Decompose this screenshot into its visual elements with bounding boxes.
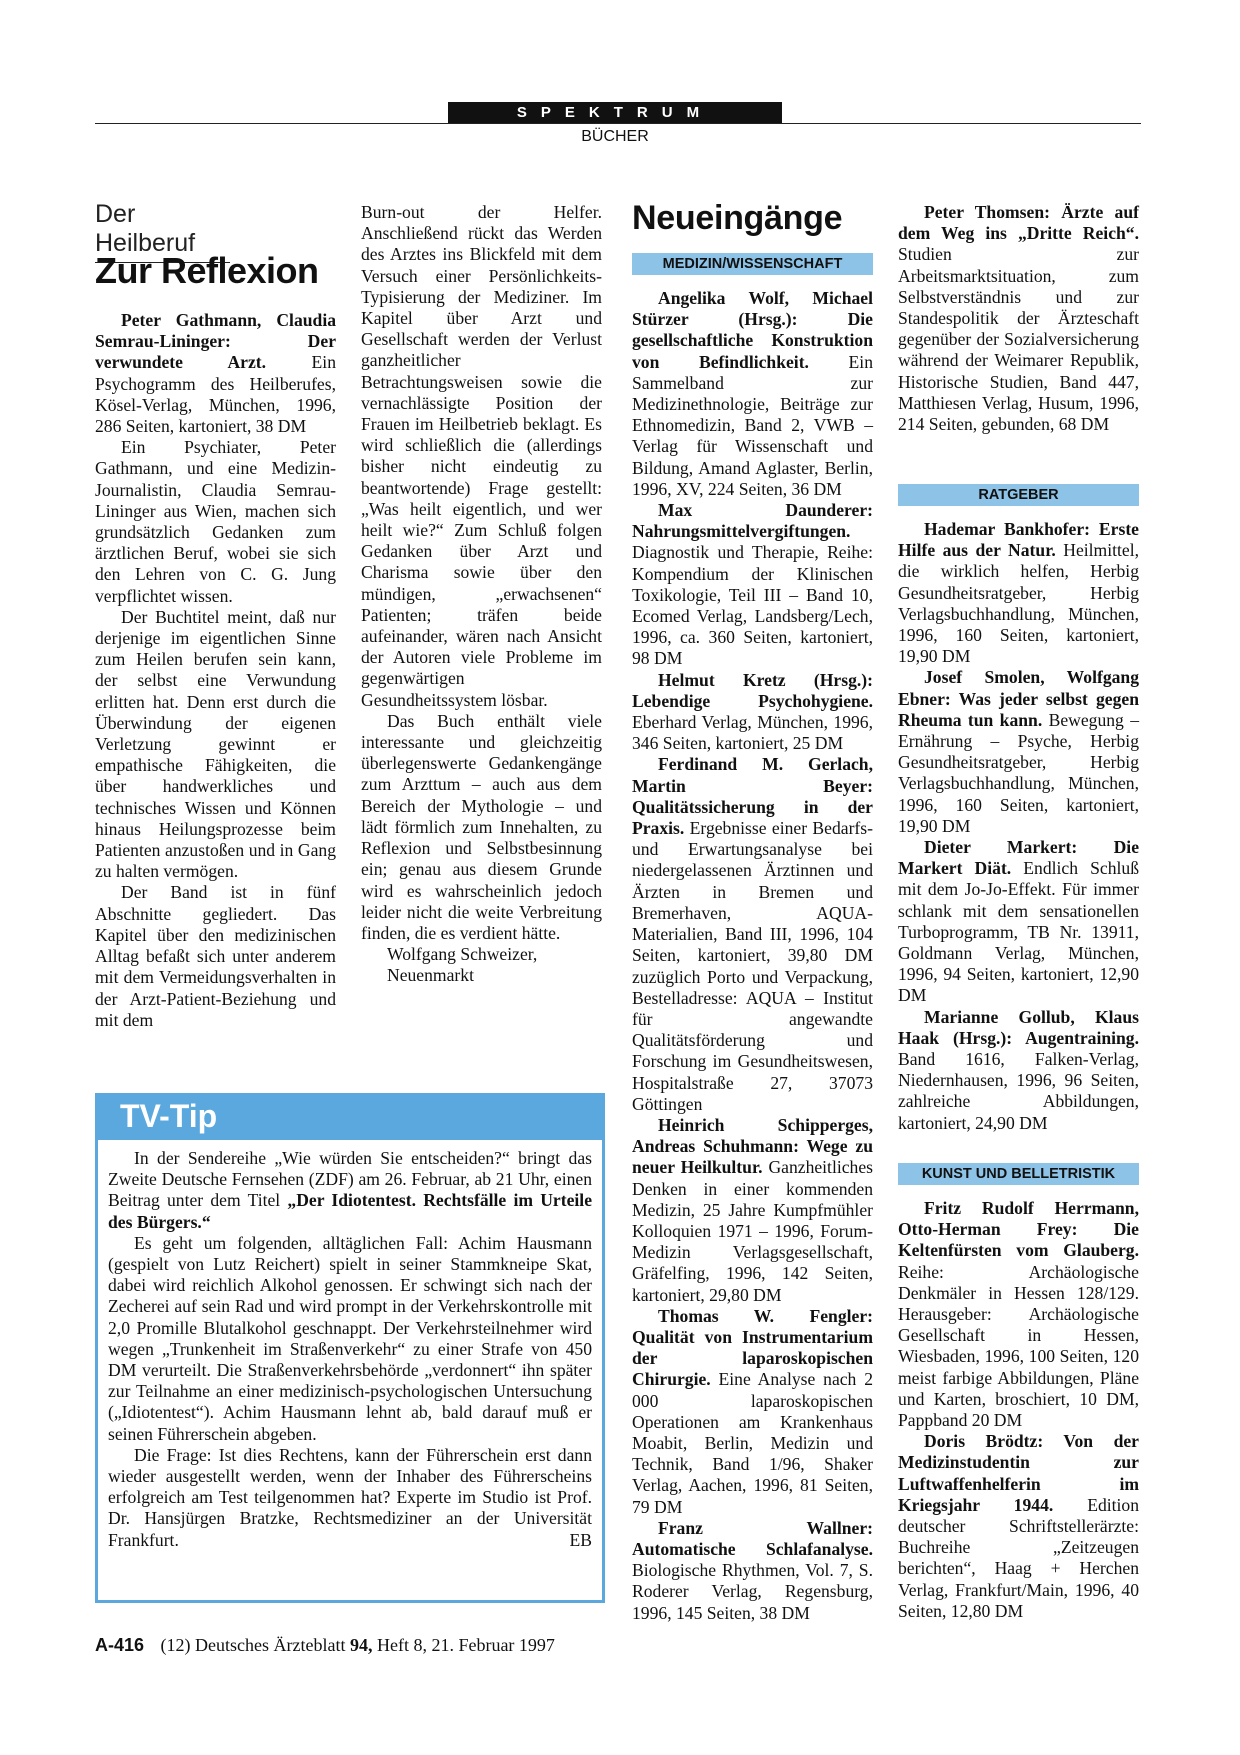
page-number: A-416	[95, 1635, 145, 1655]
tv-tip-paragraph	[108, 1445, 592, 1551]
journal-issue: Heft 8, 21. Februar 1997	[372, 1635, 555, 1655]
category-medizin: MEDIZIN/WISSENSCHAFT	[632, 253, 873, 275]
book-entry-title: Franz Wallner: Automatische Schlafanalyse.	[632, 1517, 873, 1559]
tv-tip-title: TV-Tip	[120, 1098, 218, 1134]
book-entry	[898, 1198, 1139, 1431]
journal-name: (12) Deutsches Ärzteblatt	[160, 1635, 350, 1655]
book-entry-details: Eberhard Verlag, München, 1996, 346 Seiten, kartoniert, 25 DM	[632, 712, 873, 754]
book-entry-title: Marianne Gollub, Klaus Haak (Hrsg.): Augentraining.	[898, 1006, 1139, 1048]
bib-bold: Peter Gathmann, Claudia Semrau-Lininger: Der verwundete Arzt.	[95, 310, 336, 373]
article-author-place: Neuenmarkt	[387, 965, 474, 986]
book-entry	[898, 519, 1139, 667]
book-entry-details: Band 1616, Falken-Verlag, Niedernhausen, 1996, 96 Seiten, zahlreiche Abbildungen, kartoniert, 24,90 DM	[898, 1049, 1139, 1133]
book-entry-details: Ergebnisse einer Bedarfs- und Erwartungsanalyse bei niedergelassenen Ärztinnen und Ärzten in Bremen und Bremerhaven, AQUA-Materialien, Band III, 1996, 104 Seiten, kartoniert, 39,80 DM zuzüglich Porto und Verpackung, Bestelladresse: AQUA – Institut für angewandte Qualitätsförderung und Forschung im Gesundheitswesen, Hospitalstraße 27, 37073 Göttingen	[632, 818, 873, 1114]
neueingaenge-title: Neueingänge	[632, 199, 843, 237]
book-entry-details: Biologische Rhythmen, Vol. 7, S. Roderer Verlag, Regensburg, 1996, 145 Seiten, 38 DM	[632, 1560, 873, 1623]
book-entry-details: Endlich Schluß mit dem Jo-Jo-Effekt. Für immer schlank mit dem sensationellen Turboprogramm, TB Nr. 13911, Goldmann Verlag, München, 1996, 94 Seiten, kartoniert, 12,90 DM	[898, 858, 1139, 1006]
article-paragraph: Der Buchtitel meint, daß nur derjenige im eigentlichen Sinne zum Heilen berufen sein kann, der selbst eine Verwundung erlitten hat. Denn erst durch die Überwindung der eigenen Verletzung gewinnt er empathische Fähigkeiten, die über handwerkliches und technisches Wissen und Können hinaus Heilungsprozesse beim Patienten anzustoßen und in Gang zu halten vermögen.	[95, 606, 336, 882]
tv-tip-signature: EB	[569, 1529, 592, 1550]
book-entry-details: Reihe: Archäologische Denkmäler in Hessen 128/129. Herausgeber: Archäologische Gesellschaft in Hessen, Wiesbaden, 1996, 100 Seiten, 120 meist farbige Abbildungen, Pläne und Karten, broschiert, 10 DM, Pappband 20 DM	[898, 1261, 1139, 1431]
book-entry-details: Studien zur Arbeitsmarktsituation, zum Selbstverständnis und zur Standespolitik der Ärzteschaft gegenüber der Sozialversicherung während der Weimarer Republik, Historische Studien, Band 447, Matthiesen Verlag, Husum, 1996, 214 Seiten, gebunden, 68 DM	[898, 244, 1139, 435]
article-paragraph: Ein Psychiater, Peter Gathmann, und eine Medizin-Journalistin, Claudia Semrau-Lininger aus Wien, machen sich grundsätzlich Gedanken zum ärztlichen Beruf, wobei sie sich den Lehren von C. G. Jung verpflichtet wissen.	[95, 437, 336, 606]
book-entry	[632, 1115, 873, 1306]
book-entry-title: Angelika Wolf, Michael Stürzer (Hrsg.): Die gesellschaftliche Konstruktion von Befindlichkeit.	[632, 288, 873, 372]
tv-tip-question: Die Frage: Ist dies Rechtens, kann der Führerschein erst dann wieder ausgestellt werden, wenn der Inhaber des Führerscheins erfolgreich am Test teilgenommen hat? Experte im Studio ist Prof. Dr. Hansjürgen Bratzke, Rechtsmediziner an der Universität Frankfurt.	[108, 1444, 592, 1550]
book-entry	[898, 1007, 1139, 1134]
book-entry-details: Ganzheitliches Denken in einer kommenden Medizin, 25 Jahre Kumpfmühler Kolloquien 1971 – 1996, Forum-Medizin Verlagsgesellschaft, Gräfelfing, 1996, 142 Seiten, kartoniert, 29,80 DM	[632, 1157, 873, 1305]
article-title: Zur Reflexion	[95, 250, 319, 291]
book-entry-title: Ferdinand M. Gerlach, Martin Beyer: Qualitätssicherung in der Praxis.	[632, 754, 873, 839]
book-entry	[632, 1518, 873, 1624]
article-overline: Der Heilberuf	[95, 200, 230, 263]
book-entry-title: Max Daunderer: Nahrungsmittelvergiftungen.	[632, 500, 873, 542]
book-entry	[898, 667, 1139, 837]
book-entry-details: Eine Analyse nach 2 000 laparoskopischen Operationen am Krankenhaus Moabit, Berlin, Medizin und Technik, Band 1/96, Shaker Verlag, Aachen, 1996, 81 Seiten, 79 DM	[632, 1369, 873, 1517]
book-entry-details: Ein Sammelband zur Medizinethnologie, Beiträge zur Ethnomedizin, Band 2, VWB – Verlag für Wissenschaft und Bildung, Amand Aglaster, Berlin, 1996, XV, 224 Seiten, 36 DM	[632, 351, 873, 499]
kunst-list	[898, 1198, 1139, 1622]
journal-volume: 94,	[349, 1635, 373, 1655]
article-paragraph: Das Buch enthält viele interessante und gleichzeitig überlegenswerte Gedankengänge zum Arzttum – auch aus dem Bereich der Mythologie – und lädt förmlich zum Innehalten, zu Reflexion und Selbstbesinnung ein; genau aus diesem Grunde wird es wahrscheinlich jedoch leider nicht die weite Verbreitung finden, die es verdient hätte.	[361, 710, 602, 943]
tv-tip-paragraph	[108, 1148, 592, 1233]
article-author: Wolfgang Schweizer,	[387, 944, 538, 965]
category-ratgeber: RATGEBER	[898, 484, 1139, 506]
neueingaenge-column-3	[632, 288, 873, 1624]
article-column-1	[95, 310, 336, 1031]
book-entry	[632, 288, 873, 500]
book-entry	[898, 1431, 1139, 1622]
book-entry-title: Peter Thomsen: Ärzte auf dem Weg ins „Dritte Reich“.	[898, 202, 1139, 244]
neueingaenge-column-4-top	[898, 202, 1139, 435]
book-entry-title: Helmut Kretz (Hrsg.): Lebendige Psychohygiene.	[632, 669, 873, 711]
tv-tip-text	[108, 1148, 592, 1551]
tv-tip-intro: In der Sendereihe „Wie würden Sie entscheiden?“ bringt das Zweite Deutsche Fernsehen (ZDF) am 26. Februar, ab 21 Uhr, einen Beitrag unter dem Titel	[108, 1148, 592, 1211]
book-entry-title: Josef Smolen, Wolfgang Ebner: Was jeder selbst gegen Rheuma tun kann.	[898, 667, 1139, 730]
tv-tip-paragraph: Es geht um folgenden, alltäglichen Fall: Achim Hausmann (gespielt von Lutz Reichert) spielt in seiner Stammkneipe Skat, dabei wird reichlich Alkohol genossen. Er schwingt sich nach der Zecherei auf sein Rad und wird prompt in der Verkehrskontrolle mit 2,0 Promille Blutalkohol geschnappt. Der Verkehrsteilnehmer wird wegen „Trunkenheit im Straßenverkehr“ zu einer Strafe von 450 DM verurteilt. Die Straßenverkehrsbehörde „verdonnert“ ihn später zur Teilnahme an einer medizinisch-psychologischen Untersuchung („Idiotentest“). Achim Hausmann lehnt ab, bald darauf muß er seinen Führerschein abgeben.	[108, 1232, 592, 1444]
book-entry-details: Bewegung – Ernährung – Psyche, Herbig Gesundheitsratgeber, Herbig Verlagsbuchhandlung, München, 1996, 160 Seiten, kartoniert, 19,90 DM	[898, 709, 1139, 836]
ratgeber-list	[898, 519, 1139, 1134]
article-paragraph: Burn-out der Helfer. Anschließend rückt das Werden des Arztes ins Blickfeld mit dem Versuch einer Persönlichkeits-Typisierung der Mediziner. Im Kapitel über Arzt und Gesellschaft werden der Verlust ganzheitlicher Betrachtungsweisen sowie die vernachlässigte Position der Frauen im Heilbetrieb beklagt. Es wird schließlich die (allerdings bisher nicht eindeutig zu beantwortende) Frage gestellt: „Was heilt eigentlich, und wer heilt wie?“ Zum Schluß folgen Gedanken über Arzt und Charisma sowie über den mündigen, „erwachsenen“ Patienten; träfen beide aufeinander, wären nach Ansicht der Autoren viele Probleme im gegenwärtigen Gesundheitssystem lösbar.	[361, 202, 602, 710]
header-rule	[95, 123, 1141, 124]
book-entry-details: Heilmittel, die wirklich helfen, Herbig Gesundheitsratgeber, Herbig Verlagsbuchhandlung, München, 1996, 160 Seiten, kartoniert, 19,90 DM	[898, 540, 1140, 667]
book-entry	[632, 754, 873, 1114]
category-kunst: KUNST UND BELLETRISTIK	[898, 1163, 1139, 1185]
book-entry-title: Dieter Markert: Die Markert Diät.	[898, 837, 1139, 879]
section-kicker: SPEKTRUM	[448, 102, 782, 123]
book-entry-title: Heinrich Schipperges, Andreas Schuhmann: Wege zu neuer Heilkultur.	[632, 1114, 873, 1178]
book-entry-title: Doris Brödtz: Von der Medizinstudentin zur Luftwaffenhelferin im Kriegsjahr 1944.	[898, 1431, 1139, 1515]
book-entry	[632, 1306, 873, 1518]
book-entry	[632, 670, 873, 755]
book-entry-title: Hademar Bankhofer: Erste Hilfe aus der Natur.	[898, 519, 1139, 561]
section-label: BÜCHER	[581, 128, 649, 145]
book-entry	[898, 202, 1139, 435]
book-entry-title: Fritz Rudolf Herrmann, Otto-Herman Frey: Die Keltenfürsten vom Glauberg.	[898, 1198, 1139, 1261]
book-entry-details: Edition deutscher Schriftstellerärzte: Buchreihe „Zeitzeugen berichten“, Haag + Herchen Verlag, Frankfurt/Main, 1996, 40 Seiten, 12,80 DM	[898, 1494, 1139, 1621]
article-bibliography	[95, 310, 336, 437]
tv-tip-program-title: „Der Idiotentest. Rechtsfälle im Urteile des Bürgers.“	[108, 1190, 592, 1232]
book-entry-title: Thomas W. Fengler: Qualität von Instrumentarium der laparoskopischen Chirurgie.	[632, 1305, 873, 1390]
book-entry-details: Diagnostik und Therapie, Reihe: Kompendium der Klinischen Toxikologie, Teil III – Band 10, Ecomed Verlag, Landsberg/Lech, 1996, ca. 360 Seiten, kartoniert, 98 DM	[632, 542, 873, 669]
bib-rest: Ein Psychogramm des Heilberufes, Kösel-Verlag, München, 1996, 286 Seiten, kartoniert, 38 DM	[95, 352, 336, 437]
page-footer	[95, 1635, 555, 1656]
article-paragraph: Der Band ist in fünf Abschnitte gegliedert. Das Kapitel über den medizinischen Alltag befaßt sich unter anderem mit dem Vermeidungsverhalten in der Arzt-Patient-Beziehung und mit dem	[95, 882, 336, 1030]
book-entry	[632, 500, 873, 670]
book-entry	[898, 837, 1139, 1007]
article-column-2	[361, 202, 602, 987]
